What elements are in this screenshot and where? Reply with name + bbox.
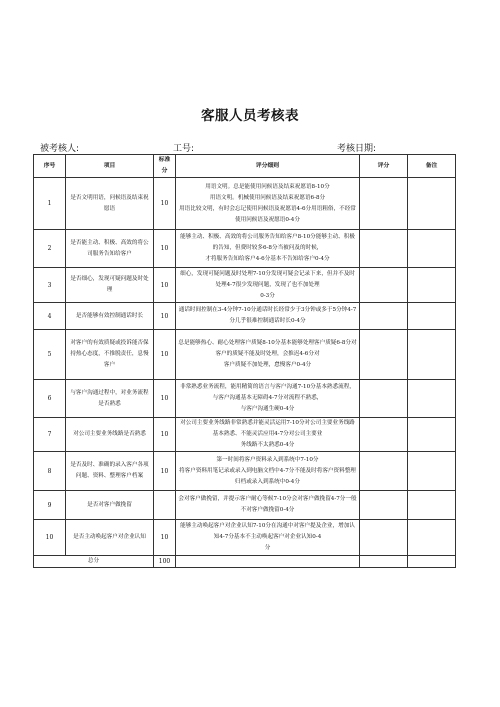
- row-number: 5: [34, 330, 66, 380]
- row-standard-score: 10: [154, 380, 176, 418]
- row-score-cell[interactable]: [360, 230, 408, 268]
- table-row: [34, 230, 456, 268]
- criteria-line: 细心，发现可疑问题及时处理7-10分发现可疑会记录下来，但并不及时处理4-7很少发现问题，发现了也不加处理: [180, 270, 355, 288]
- row-criteria: [176, 380, 360, 418]
- criteria-line: 对公司主要业务线路非常熟悉并能灵活运用7-10分对公司主要业务线路基本熟悉、不能灵活应用4-7分对公司主要业: [180, 420, 355, 437]
- total-remark-cell[interactable]: [408, 556, 456, 568]
- table-row: [34, 452, 456, 491]
- row-remark-cell[interactable]: [408, 520, 456, 556]
- criteria-line: 通话时间控制在3-4分钟7-10分通话时长经常少于3分钟或多于5分钟4-7分几乎很难控制通话时长0-4分: [178, 307, 357, 324]
- row-remark-cell[interactable]: [408, 330, 456, 380]
- page-title: 客服人员考核表: [201, 108, 299, 124]
- row-standard-score: 10: [154, 520, 176, 556]
- table-row: [34, 268, 456, 303]
- criteria-line: 客户质疑不加处理，怠慢客户0-4分: [223, 362, 312, 368]
- row-criteria: [176, 303, 360, 330]
- criteria-line: 用语比较文明，有时会忘记使用问候语及祝愿语4-6分用语粗俗，不经常使用问候语及祝愿语0-4分: [179, 205, 356, 223]
- row-score-cell[interactable]: [360, 491, 408, 520]
- row-criteria: [176, 178, 360, 230]
- row-criteria: [176, 491, 360, 520]
- row-standard-score: 10: [154, 178, 176, 230]
- header-standard: 标准分: [154, 155, 176, 178]
- table-header-row: [34, 155, 456, 178]
- row-score-cell[interactable]: [360, 268, 408, 303]
- row-standard-score: 10: [154, 303, 176, 330]
- criteria-line: 分: [264, 545, 271, 551]
- header-score: 评分: [360, 155, 408, 178]
- row-criteria: [176, 268, 360, 303]
- row-criteria: [176, 452, 360, 491]
- row-standard-score: 10: [154, 268, 176, 303]
- row-criteria: [176, 230, 360, 268]
- assessment-table: [33, 154, 456, 568]
- row-remark-cell[interactable]: [408, 418, 456, 452]
- criteria-line: 非常熟悉业务流程，能用精简的语言与客户沟通7-10分基本熟悉流程，与客户沟通基本无障碍4-7分对流程不熟悉，: [180, 384, 355, 401]
- table-row: [34, 178, 456, 230]
- row-item: 对公司主要业务线路是否熟悉: [66, 418, 154, 452]
- criteria-line: 才将服务告知给客户4-6分基本不告知给客户0-4分: [205, 256, 330, 262]
- row-criteria: [176, 520, 360, 556]
- criteria-line: 0-3分: [260, 292, 275, 299]
- criteria-line: 总是能够热心、耐心处理客户质疑8-10分基本能够处理客户质疑6-8分对客户的质疑不能及时处理，会推迟4-6分对: [178, 340, 357, 357]
- row-number: 4: [34, 303, 66, 330]
- row-item: 是否主动唤起客户对企业认知: [66, 520, 154, 556]
- row-remark-cell[interactable]: [408, 268, 456, 303]
- criteria-line: 第一时间将客户资料录入到系统中7-10分: [216, 456, 319, 463]
- row-criteria: [176, 418, 360, 452]
- row-criteria: [176, 330, 360, 380]
- table-row: [34, 491, 456, 520]
- row-remark-cell[interactable]: [408, 178, 456, 230]
- row-remark-cell[interactable]: [408, 380, 456, 418]
- row-number: 2: [34, 230, 66, 268]
- row-remark-cell[interactable]: [408, 230, 456, 268]
- row-number: 10: [34, 520, 66, 556]
- criteria-line: 与客户沟通生硬0-4分: [240, 406, 295, 412]
- row-item: 是否细心，发现可疑问题及时处理: [66, 268, 154, 303]
- row-number: 7: [34, 418, 66, 452]
- row-number: 8: [34, 452, 66, 491]
- row-remark-cell[interactable]: [408, 452, 456, 491]
- total-value: 100: [154, 556, 176, 568]
- employee-id-label: 工号:: [173, 144, 195, 154]
- row-score-cell[interactable]: [360, 178, 408, 230]
- criteria-line: 能够主动唤起客户对企业认知7-10分在沟通中对客户提及企业，增加认知4-7分基本不主动唤起客户对企业认知0-4: [180, 523, 355, 540]
- row-item: 对客户的有效质疑或投诉能否保持热心态度，不推脱责任，息慢客户: [66, 330, 154, 380]
- row-item: 是否能主动、积极、高效的将公司服务告知给客户: [66, 230, 154, 268]
- row-score-cell[interactable]: [360, 380, 408, 418]
- row-standard-score: 10: [154, 330, 176, 380]
- table-row: [34, 520, 456, 556]
- row-number: 3: [34, 268, 66, 303]
- row-item: 是否及时、准确的录入客户各项问题、资料、整理客户档案: [66, 452, 154, 491]
- row-number: 9: [34, 491, 66, 520]
- row-standard-score: 10: [154, 418, 176, 452]
- header-item: 项目: [66, 155, 154, 178]
- criteria-line: 能够主动、积极、高效的将公司服务告知给客户8-10分能够主动、积极的告知，但费时较多6-8分当被问及的时候，: [180, 234, 355, 251]
- criteria-line: 用语文明。机械使用问候语及结束祝愿语6-8分: [209, 194, 326, 201]
- total-label: 总分: [34, 556, 154, 568]
- row-remark-cell[interactable]: [408, 303, 456, 330]
- row-item: 与客户沟通过程中，对业务流程是否熟悉: [66, 380, 154, 418]
- header-remark: 备注: [408, 155, 456, 178]
- review-date-label: 考核日期:: [337, 144, 377, 154]
- total-criteria-cell: [176, 556, 360, 568]
- examinee-label: 被考核人:: [40, 144, 80, 154]
- row-number: 6: [34, 380, 66, 418]
- table-row: [34, 418, 456, 452]
- criteria-line: 将客户资料用笔记录或录入到电脑文档中4-7分不能及时将客户资料整理归档或录入到系统中0-4分: [179, 467, 356, 485]
- row-score-cell[interactable]: [360, 303, 408, 330]
- row-standard-score: 10: [154, 452, 176, 491]
- row-item: 是否对客户做挽留: [66, 491, 154, 520]
- total-row: [34, 556, 456, 568]
- row-item: 是否文明用语，问候语及结束祝愿语: [66, 178, 154, 230]
- table-row: [34, 303, 456, 330]
- total-score-cell[interactable]: [360, 556, 408, 568]
- row-number: 1: [34, 178, 66, 230]
- row-standard-score: 10: [154, 230, 176, 268]
- criteria-line: 务线路不太熟悉0-4分: [240, 442, 295, 448]
- header-no: 序号: [34, 155, 66, 178]
- table-row: [34, 330, 456, 380]
- criteria-line: 用语文明。总是能使用问候语及结束祝愿语8-10分: [205, 183, 330, 190]
- row-score-cell[interactable]: [360, 452, 408, 491]
- row-score-cell[interactable]: [360, 520, 408, 556]
- row-standard-score: [154, 491, 176, 520]
- row-item: 是否能够有效控制通话时长: [66, 303, 154, 330]
- table-row: [34, 380, 456, 418]
- header-criteria: 评分细则: [176, 155, 360, 178]
- row-score-cell[interactable]: [360, 418, 408, 452]
- row-remark-cell[interactable]: [408, 491, 456, 520]
- row-score-cell[interactable]: [360, 330, 408, 380]
- criteria-line: 会对客户做挽留，并提示客户耐心等候7-10分会对客户做挽留4-7分一般不对客户做挽留0-4分: [178, 496, 357, 513]
